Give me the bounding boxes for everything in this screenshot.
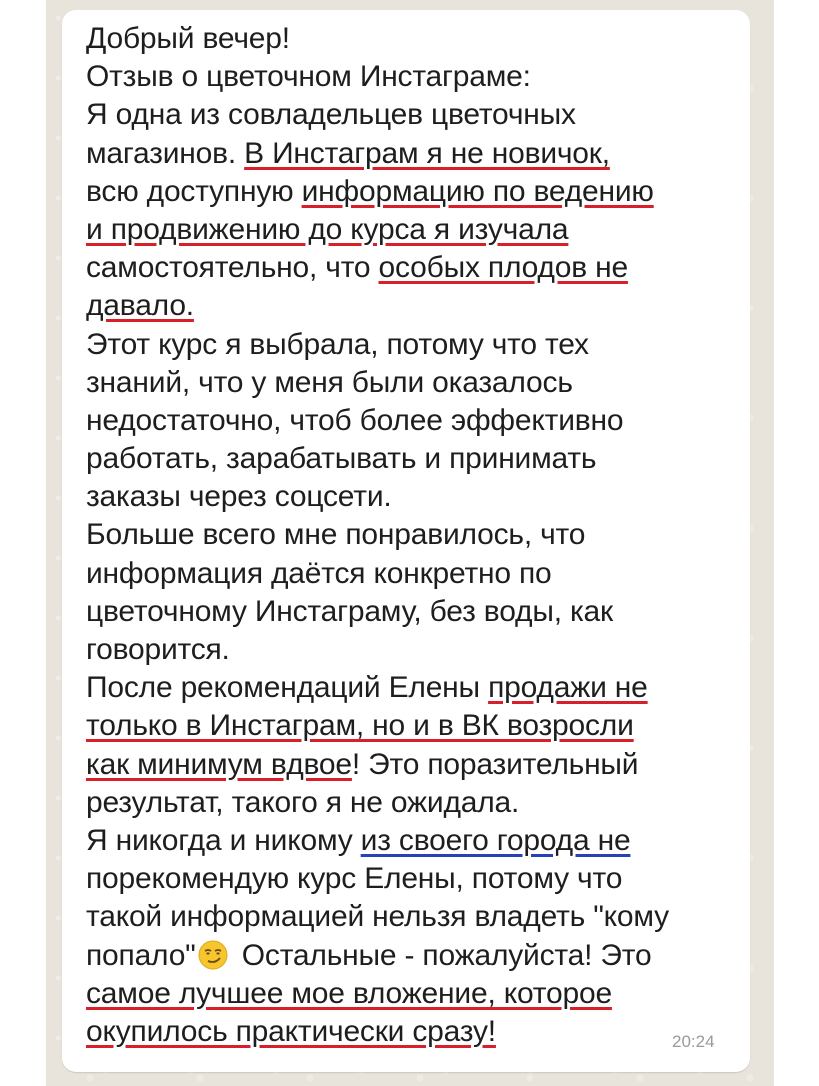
underlined-phrase: давало. xyxy=(86,289,194,323)
message-line xyxy=(86,937,726,975)
message-text-segment: такой информацией нельзя владеть "кому xyxy=(86,900,669,934)
message-line xyxy=(86,58,726,96)
message-line xyxy=(86,478,726,516)
underlined-phrase: из своего города не xyxy=(360,823,631,857)
message-line xyxy=(86,784,726,822)
underlined-phrase: В Инстаграм я не новичок, xyxy=(244,136,610,170)
message-line xyxy=(86,631,726,669)
message-line xyxy=(86,135,726,173)
message-text-segment: заказы через соцсети. xyxy=(86,480,392,514)
underlined-phrase: только в Инстаграм, но и в ВК возросли xyxy=(86,709,634,743)
message-text-segment: ! Это поразительный xyxy=(351,747,639,781)
message-line xyxy=(86,516,726,554)
underlined-phrase: продажи не xyxy=(488,671,648,705)
message-text-segment: Отзыв о цветочном Инстаграме: xyxy=(86,60,531,94)
message-text-segment: цветочному Инстаграму, без воды, как xyxy=(86,594,613,628)
message-line xyxy=(86,593,726,631)
message-text-segment: самостоятельно, что xyxy=(86,251,379,285)
message-line xyxy=(86,822,726,860)
message-text-segment: Остальные - пожалуйста! Это xyxy=(233,938,652,972)
message-text-segment: работать, зарабатывать и принимать xyxy=(86,442,597,476)
message-text-segment: Я никогда и никому xyxy=(86,823,361,857)
underlined-phrase: самое лучшее мое вложение, которое xyxy=(86,976,612,1010)
message-text-segment: Больше всего мне понравилось, что xyxy=(86,518,586,552)
message-text-segment: всю доступную xyxy=(86,174,302,208)
message-line xyxy=(86,707,726,745)
message-line xyxy=(86,96,726,134)
message-line xyxy=(86,440,726,478)
message-line xyxy=(86,402,726,440)
message-text-segment: недостаточно, чтоб более эффективно xyxy=(86,403,624,437)
message-text xyxy=(86,20,726,1051)
underlined-phrase: и продвижению до курса я изучала xyxy=(86,212,569,246)
message-line xyxy=(86,364,726,402)
message-line xyxy=(86,555,726,593)
underlined-phrase: информацию по ведению xyxy=(301,174,654,208)
message-line xyxy=(86,20,726,58)
message-line xyxy=(86,287,726,325)
message-line xyxy=(86,860,726,898)
message-text-segment: магазинов. xyxy=(86,136,245,170)
message-text-segment: порекомендую курс Елены, потому что xyxy=(86,862,623,896)
message-line xyxy=(86,173,726,211)
message-line xyxy=(86,669,726,707)
message-text-segment: результат, такого я не ожидала. xyxy=(86,785,520,819)
smirking-face-emoji xyxy=(198,940,228,970)
message-text-segment: Этот курс я выбрала, потому что тех xyxy=(86,327,589,361)
message-line xyxy=(86,1013,726,1051)
message-line xyxy=(86,746,726,784)
message-text-segment: попало" xyxy=(86,938,196,972)
message-line xyxy=(86,326,726,364)
underlined-phrase: особых плодов не xyxy=(378,251,628,285)
underlined-phrase: как минимум вдвое xyxy=(86,747,352,781)
message-text-segment: знаний, что у меня были оказалось xyxy=(86,365,573,399)
message-line xyxy=(86,211,726,249)
underlined-phrase: окупилось практически сразу! xyxy=(86,1014,496,1048)
message-line xyxy=(86,975,726,1013)
message-line xyxy=(86,249,726,287)
message-text-segment: информация даётся конкретно по xyxy=(86,556,552,590)
message-timestamp: 20:24 xyxy=(672,1032,715,1051)
message-text-segment: говорится. xyxy=(86,633,230,666)
message-text-segment: Я одна из совладельцев цветочных xyxy=(86,98,576,132)
message-text-segment: После рекомендаций Елены xyxy=(86,671,489,705)
message-line xyxy=(86,898,726,936)
message-text-segment: Добрый вечер! xyxy=(86,22,290,55)
